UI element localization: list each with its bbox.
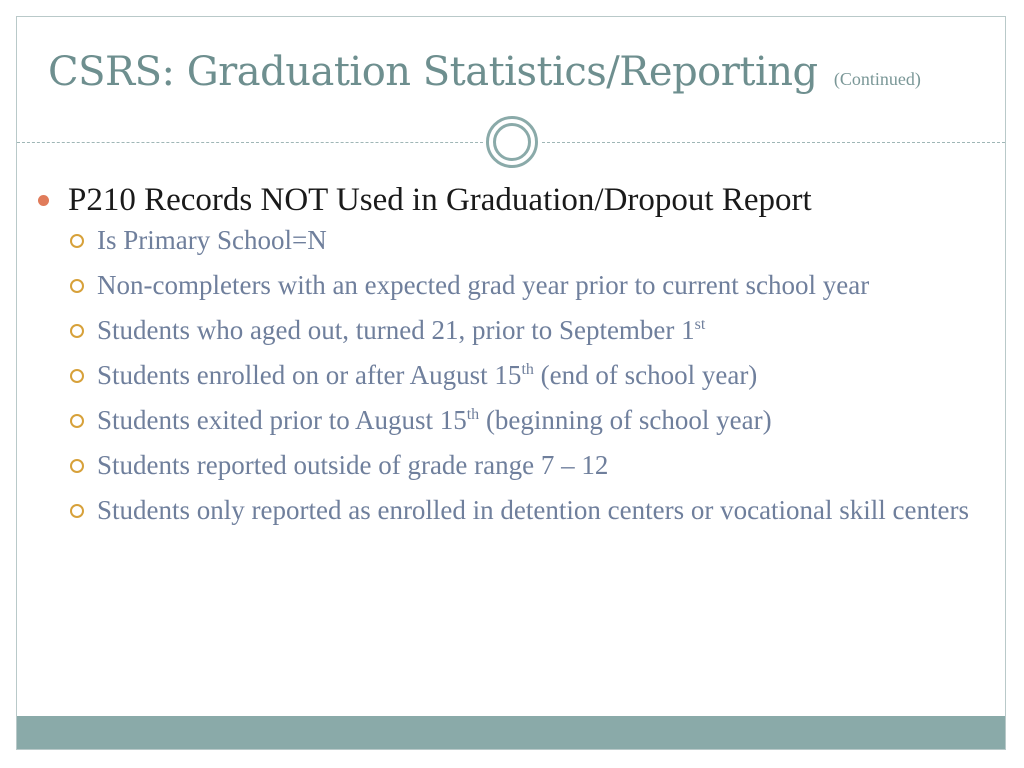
main-bullet-text: P210 Records NOT Used in Graduation/Dropout Report <box>68 182 812 218</box>
title-suffix: (Continued) <box>833 69 921 89</box>
ordinal-suffix: st <box>694 316 706 333</box>
main-bullet-item <box>36 178 996 222</box>
title-text: CSRS: Graduation Statistics/Reporting <box>48 49 818 95</box>
filled-circle-bullet-icon <box>38 195 49 206</box>
hollow-circle-bullet-icon <box>70 414 84 428</box>
hollow-circle-bullet-icon <box>70 234 84 248</box>
ordinal-suffix: th <box>466 406 480 423</box>
sub-bullet-text: Students reported outside of grade range 7 – 12 <box>97 450 609 480</box>
footer-accent-bar <box>17 716 1005 749</box>
sub-bullet-item <box>36 267 996 303</box>
sub-bullet-text: Students enrolled on or after August 15 <box>97 360 522 390</box>
sub-bullet-item <box>36 402 996 438</box>
ring-ornament-icon <box>486 116 538 168</box>
hollow-circle-bullet-icon <box>70 504 84 518</box>
hollow-circle-bullet-icon <box>70 369 84 383</box>
sub-bullet-text: Non-completers with an expected grad year prior to current school year <box>97 270 870 300</box>
slide-content <box>36 178 996 537</box>
sub-bullet-item <box>36 312 996 348</box>
hollow-circle-bullet-icon <box>70 459 84 473</box>
sub-bullet-tail: (end of school year) <box>533 360 758 390</box>
sub-bullet-item <box>36 222 996 258</box>
divider-right <box>542 142 1005 143</box>
slide-title <box>48 49 921 95</box>
sub-bullet-item <box>36 357 996 393</box>
sub-bullet-text: Students who aged out, turned 21, prior to September 1 <box>97 315 695 345</box>
ring-inner <box>493 123 531 161</box>
sub-bullet-list <box>36 222 996 528</box>
hollow-circle-bullet-icon <box>70 324 84 338</box>
ordinal-suffix: th <box>521 361 534 378</box>
sub-bullet-text: Students only reported as enrolled in detention centers or vocational skill centers <box>97 495 970 525</box>
divider-left <box>17 142 483 143</box>
sub-bullet-text: Students exited prior to August 15 <box>97 405 467 435</box>
hollow-circle-bullet-icon <box>70 279 84 293</box>
sub-bullet-tail: (beginning of school year) <box>479 405 772 435</box>
sub-bullet-item <box>36 492 996 528</box>
sub-bullet-text: Is Primary School=N <box>97 225 327 255</box>
sub-bullet-item <box>36 447 996 483</box>
